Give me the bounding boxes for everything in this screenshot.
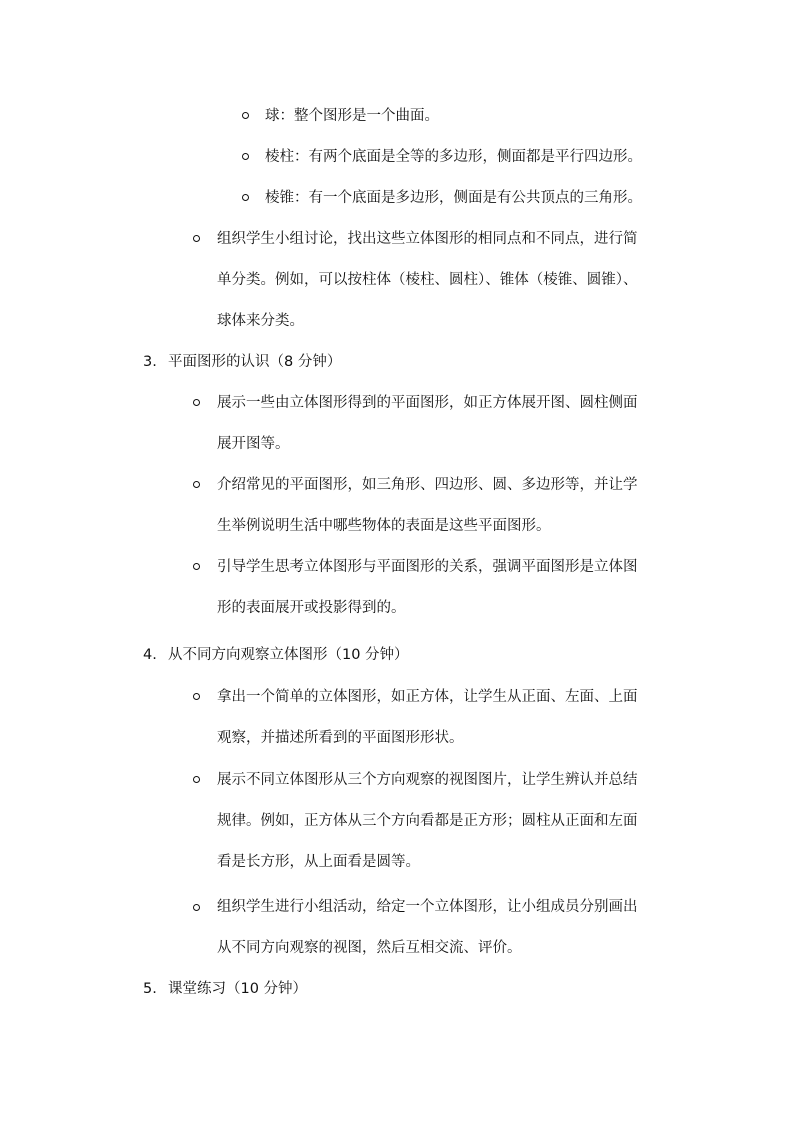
bullet-circle-icon [193, 563, 200, 570]
list-item-text: 形的表面展开或投影得到的。 [217, 600, 406, 616]
section-title: 课堂练习（10 分钟） [168, 981, 308, 997]
list-item-text: 拿出一个简单的立体图形，如正方体，让学生从正面、左面、上面 [217, 689, 638, 705]
list-item-text: 介绍常见的平面图形，如三角形、四边形、圆、多边形等，并让学 [217, 477, 638, 493]
list-item-text: 从不同方向观察的视图，然后互相交流、评价。 [217, 940, 522, 956]
list-item-text: 规律。例如，正方体从三个方向看都是正方形；圆柱从正面和左面 [217, 813, 638, 829]
bullet-circle-icon [193, 904, 200, 911]
list-item-text: 展开图等。 [217, 436, 290, 452]
list-item-text: 球体来分类。 [217, 313, 304, 329]
list-item-text: 棱锥：有一个底面是多边形，侧面是有公共顶点的三角形。 [265, 190, 642, 206]
section-number: 4. [143, 647, 157, 663]
bullet-circle-icon [242, 153, 249, 160]
list-item-text: 生举例说明生活中哪些物体的表面是这些平面图形。 [217, 518, 551, 534]
section-number: 5. [143, 981, 157, 997]
list-item-text: 球：整个图形是一个曲面。 [265, 108, 439, 124]
list-item-text: 看是长方形，从上面看是圆等。 [217, 854, 420, 870]
list-item-text: 观察，并描述所看到的平面图形形状。 [217, 730, 464, 746]
bullet-circle-icon [242, 194, 249, 201]
list-item-text: 引导学生思考立体图形与平面图形的关系，强调平面图形是立体图 [217, 559, 638, 575]
list-item-text: 组织学生小组讨论，找出这些立体图形的相同点和不同点，进行简 [217, 231, 638, 247]
bullet-circle-icon [193, 776, 200, 783]
section-title: 从不同方向观察立体图形（10 分钟） [168, 647, 409, 663]
bullet-circle-icon [193, 399, 200, 406]
bullet-circle-icon [193, 481, 200, 488]
section-number: 3. [143, 354, 157, 370]
bullet-circle-icon [242, 112, 249, 119]
bullet-circle-icon [193, 693, 200, 700]
list-item-text: 棱柱：有两个底面是全等的多边形，侧面都是平行四边形。 [265, 149, 642, 165]
bullet-circle-icon [193, 235, 200, 242]
list-item-text: 展示一些由立体图形得到的平面图形，如正方体展开图、圆柱侧面 [217, 395, 638, 411]
section-title: 平面图形的认识（8 分钟） [168, 354, 342, 370]
list-item-text: 单分类。例如，可以按柱体（棱柱、圆柱）、锥体（棱锥、圆锥）、 [217, 272, 638, 288]
list-item-text: 展示不同立体图形从三个方向观察的视图图片，让学生辨认并总结 [217, 772, 638, 788]
list-item-text: 组织学生进行小组活动，给定一个立体图形，让小组成员分别画出 [217, 899, 638, 915]
